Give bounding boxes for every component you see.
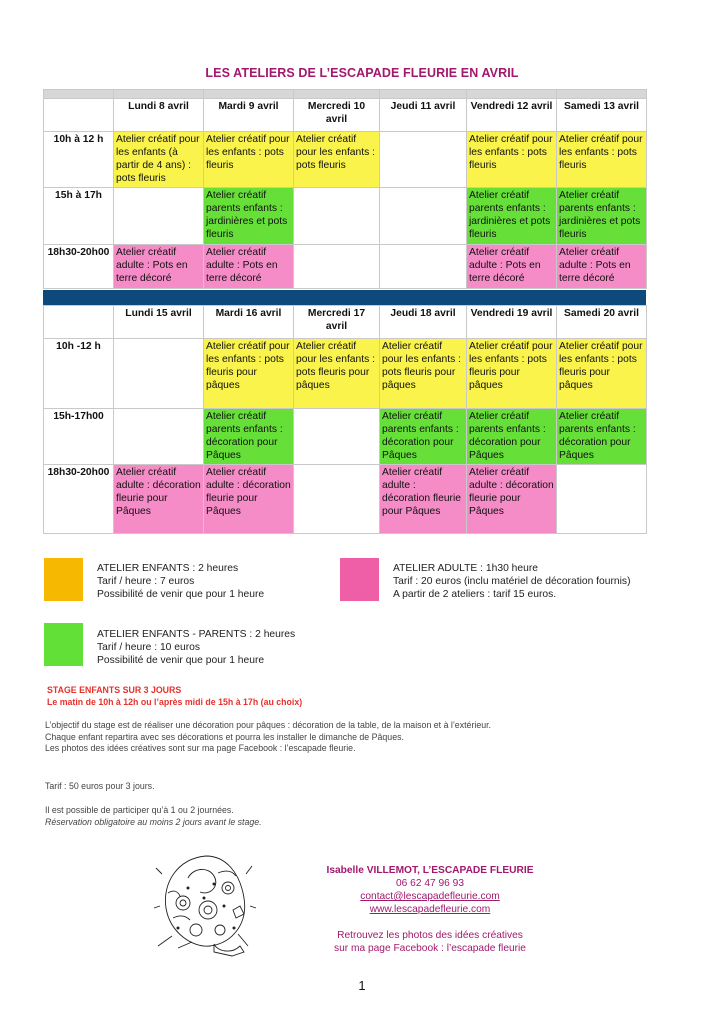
time-slot: 18h30-20h00 <box>44 245 114 289</box>
workshop-cell: Atelier créatif pour les enfants (à partir de 4 ans) : pots fleuris <box>114 132 204 188</box>
contact-block <box>300 864 560 955</box>
corner-cell <box>44 306 114 339</box>
day-header: Samedi 20 avril <box>557 306 647 339</box>
day-header: Jeudi 18 avril <box>380 306 467 339</box>
table-top-bar <box>44 90 647 99</box>
day-header: Samedi 13 avril <box>557 99 647 132</box>
workshop-cell: Atelier créatif adulte : Pots en terre décoré <box>557 245 647 289</box>
workshop-cell: Atelier créatif pour les enfants : pots fleuris pour pâques <box>204 339 294 409</box>
workshop-cell: Atelier créatif parents enfants : jardinières et pots fleuris <box>204 188 294 245</box>
day-header: Lundi 15 avril <box>114 306 204 339</box>
stage-description <box>45 720 565 755</box>
workshop-cell: Atelier créatif adulte : décoration fleurie pour Pâques <box>380 465 467 534</box>
workshop-cell: Atelier créatif pour les enfants : pots fleuris pour pâques <box>294 339 380 409</box>
legend-swatch-parents <box>44 623 83 666</box>
stage-reservation: Réservation obligatoire au moins 2 jours avant le stage. <box>45 817 262 827</box>
workshop-cell: Atelier créatif pour les enfants : pots fleuris pour pâques <box>467 339 557 409</box>
stage-heading-block <box>47 685 302 708</box>
time-slot: 15h-17h00 <box>44 409 114 465</box>
workshop-cell: Atelier créatif adulte : Pots en terre décoré <box>114 245 204 289</box>
day-header: Mercredi 17 avril <box>294 306 380 339</box>
flower-bird-illustration <box>148 848 264 958</box>
week2-header-row <box>44 306 647 339</box>
workshop-cell <box>380 245 467 289</box>
workshop-cell: Atelier créatif parents enfants : décoration pour Pâques <box>557 409 647 465</box>
week2-row-morning <box>44 339 647 409</box>
stage-paragraph: Les photos des idées créatives sont sur ma page Facebook : l’escapade fleurie. <box>45 743 356 753</box>
stage-paragraph: Chaque enfant repartira avec ses décorations et pourra les installer le dimanche de Pâques. <box>45 731 404 742</box>
legend-parents <box>97 628 295 667</box>
corner-cell <box>44 99 114 132</box>
page-number: 1 <box>358 978 366 993</box>
workshop-cell: Atelier créatif pour les enfants : pots fleuris pour pâques <box>557 339 647 409</box>
workshop-cell <box>114 188 204 245</box>
time-slot: 10h à 12 h <box>44 132 114 188</box>
day-header: Jeudi 11 avril <box>380 99 467 132</box>
time-slot: 18h30-20h00 <box>44 465 114 534</box>
workshop-cell <box>114 339 204 409</box>
contact-name: Isabelle VILLEMOT, L’ESCAPADE FLEURIE <box>326 865 534 876</box>
week1-row-morning <box>44 132 647 188</box>
day-header: Lundi 8 avril <box>114 99 204 132</box>
workshop-cell: Atelier créatif pour les enfants : pots fleuris <box>467 132 557 188</box>
week-separator-band <box>43 290 646 305</box>
workshop-cell <box>294 409 380 465</box>
legend-line: Possibilité de venir que pour 1 heure <box>97 655 265 666</box>
stage-paragraph: L’objectif du stage est de réaliser une décoration pour pâques : décoration de la table, de la maison et à l’extérieur. <box>45 720 491 730</box>
workshop-cell: Atelier créatif adulte : décoration fleurie pour Pâques <box>467 465 557 534</box>
workshop-cell: Atelier créatif parents enfants : jardinières et pots fleuris <box>557 188 647 245</box>
day-header: Mardi 16 avril <box>204 306 294 339</box>
workshop-cell: Atelier créatif adulte : Pots en terre décoré <box>204 245 294 289</box>
day-header: Vendredi 12 avril <box>467 99 557 132</box>
workshop-cell <box>294 245 380 289</box>
workshop-cell <box>557 465 647 534</box>
week1-header-row <box>44 99 647 132</box>
legend-line: Tarif : 20 euros (inclu matériel de décoration fournis) <box>393 576 631 587</box>
workshop-cell: Atelier créatif parents enfants : décoration pour Pâques <box>204 409 294 465</box>
week1-schedule-table <box>43 89 647 289</box>
workshop-cell: Atelier créatif pour les enfants : pots fleuris <box>204 132 294 188</box>
week2-row-afternoon <box>44 409 647 465</box>
workshop-cell: Atelier créatif parents enfants : décoration pour Pâques <box>380 409 467 465</box>
stage-subheading: Le matin de 10h à 12h ou l’après midi de 15h à 17h (au choix) <box>47 696 303 707</box>
legend-line: Possibilité de venir que pour 1 heure <box>97 589 265 600</box>
contact-photos-line: Retrouvez les photos des idées créatives <box>337 930 523 941</box>
stage-heading: STAGE ENFANTS SUR 3 JOURS <box>47 685 182 695</box>
day-header: Mardi 9 avril <box>204 99 294 132</box>
workshop-cell: Atelier créatif parents enfants : jardinières et pots fleuris <box>467 188 557 245</box>
workshop-cell: Atelier créatif pour les enfants : pots fleuris pour pâques <box>380 339 467 409</box>
legend-adulte <box>393 562 631 601</box>
workshop-cell: Atelier créatif pour les enfants : pots fleuris <box>294 132 380 188</box>
legend-enfants <box>97 562 264 601</box>
legend-line: ATELIER ENFANTS : 2 heures <box>97 563 239 574</box>
legend-swatch-enfants <box>44 558 83 601</box>
legend-line: Tarif / heure : 10 euros <box>97 642 201 653</box>
workshop-cell: Atelier créatif adulte : Pots en terre décoré <box>467 245 557 289</box>
stage-partial: Il est possible de participer qu’à 1 ou 2 journées. <box>45 805 234 815</box>
week1-row-afternoon <box>44 188 647 245</box>
legend-line: Tarif / heure : 7 euros <box>97 576 195 587</box>
day-header: Vendredi 19 avril <box>467 306 557 339</box>
legend-swatch-adulte <box>340 558 379 601</box>
time-slot: 15h à 17h <box>44 188 114 245</box>
page-title: LES ATELIERS DE L’ESCAPADE FLEURIE EN AVRIL <box>205 66 519 80</box>
workshop-cell <box>380 188 467 245</box>
contact-phone: 06 62 47 96 93 <box>396 878 464 889</box>
workshop-cell: Atelier créatif pour les enfants : pots fleuris <box>557 132 647 188</box>
legend-line: ATELIER ADULTE : 1h30 heure <box>393 563 538 574</box>
contact-website-link[interactable]: www.lescapadefleurie.com <box>369 904 491 915</box>
stage-tarif: Tarif : 50 euros pour 3 jours. <box>45 781 155 791</box>
workshop-cell: Atelier créatif parents enfants : décoration pour Pâques <box>467 409 557 465</box>
workshop-cell <box>294 465 380 534</box>
workshop-cell <box>294 188 380 245</box>
week2-schedule-table <box>43 305 647 534</box>
day-header: Mercredi 10 avril <box>294 99 380 132</box>
time-slot: 10h -12 h <box>44 339 114 409</box>
legend-line: ATELIER ENFANTS - PARENTS : 2 heures <box>97 629 296 640</box>
workshop-cell: Atelier créatif adulte : décoration fleurie pour Pâques <box>114 465 204 534</box>
workshop-cell <box>380 132 467 188</box>
workshop-cell <box>114 409 204 465</box>
workshop-cell: Atelier créatif adulte : décoration fleurie pour Pâques <box>204 465 294 534</box>
legend-line: A partir de 2 ateliers : tarif 15 euros. <box>393 589 557 600</box>
contact-photos-line: sur ma page Facebook : l’escapade fleurie <box>334 943 526 954</box>
week2-row-evening <box>44 465 647 534</box>
contact-email-link[interactable]: contact@lescapadefleurie.com <box>360 891 500 902</box>
week1-row-evening <box>44 245 647 289</box>
